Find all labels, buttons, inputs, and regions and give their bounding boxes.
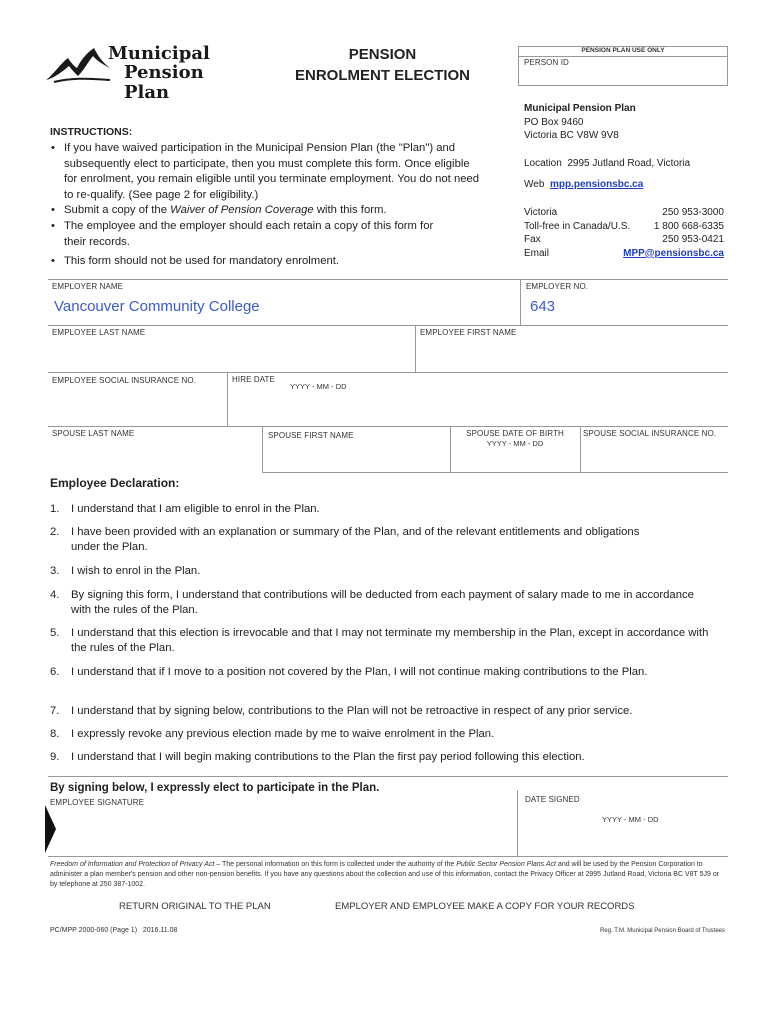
form-title-line2: ENROLMENT ELECTION <box>295 67 470 84</box>
office-use-heading: PENSION PLAN USE ONLY <box>581 47 665 54</box>
employee-last-name-label: EMPLOYEE LAST NAME <box>52 328 146 337</box>
plan-address <box>524 102 724 260</box>
employee-signature-label: EMPLOYEE SIGNATURE <box>50 798 145 807</box>
web-line: Web mpp.pensionsbc.ca <box>524 179 644 191</box>
trademark-note: Reg. T.M. Municipal Pension Board of Trustees <box>600 928 725 934</box>
spouse-last-name-input[interactable] <box>52 444 257 468</box>
logo <box>44 43 254 103</box>
city: Victoria BC V8W 9V8 <box>524 130 619 142</box>
spouse-dob-label: SPOUSE DATE OF BIRTH <box>466 429 564 438</box>
form-id: PC/MPP 2000-060 (Page 1) 2016.11.08 <box>50 927 178 934</box>
declaration-item: 8. I expressly revoke any previous election made by me to waive enrolment in the Plan. <box>50 728 495 740</box>
location-line: Location 2995 Jutland Road, Victoria <box>524 157 691 169</box>
logo-line1: Municipal <box>108 43 210 64</box>
instructions <box>50 126 480 270</box>
privacy-notice: Freedom of Information and Protection of Privacy Act – The personal information on this form is collected under the authority of the Public Sector Pension Plans Act and will be used by the Pension Corporation to administer a plan member's pension and other non-pension benefits. If you have any questions about the collection and use of this information, contact the Privacy Officer at 2995 Jutland Road, Victoria BC V8T 5J9 or by telephone at 250 387-1002. <box>50 861 720 888</box>
po-box: PO Box 9460 <box>524 116 584 128</box>
declaration-item: 4. By signing this form, I understand that contributions will be deducted from each payment of salary made to me in accordance with the rules of the Plan. <box>50 589 694 617</box>
employee-sin-label: EMPLOYEE SOCIAL INSURANCE NO. <box>52 376 196 385</box>
date-signed-format: YYYY - MM - DD <box>602 815 659 824</box>
instruction-item: • The employee and the employer should each retain a copy of this form for their records. <box>50 219 480 250</box>
spouse-dob-format: YYYY - MM - DD <box>486 439 544 448</box>
instructions-heading: INSTRUCTIONS: <box>50 126 133 138</box>
contact-victoria: Victoria 250 953-3000 <box>524 206 724 218</box>
return-original-text: RETURN ORIGINAL TO THE PLAN <box>119 901 271 912</box>
employer-no-value[interactable]: 643 <box>530 298 556 315</box>
declaration-item: 2. I have been provided with an explanation or summary of the Plan, and of the relevant entitlements and obligations under the Plan. <box>50 526 640 554</box>
employer-name-label: EMPLOYER NAME <box>52 282 124 291</box>
employee-sin-input[interactable] <box>52 390 222 420</box>
date-signed-input[interactable] <box>525 828 725 852</box>
contact-tollfree: Toll-free in Canada/U.S. 1 800 668-6335 <box>524 220 724 232</box>
plan-name: Municipal Pension Plan <box>524 103 636 114</box>
form-title-line1: PENSION <box>348 46 417 63</box>
logo-line2: Pension Plan <box>124 62 204 103</box>
declaration-item: 7. I understand that by signing below, contributions to the Plan will not be retroactive in respect of any prior service. <box>50 705 633 717</box>
employee-last-name-input[interactable] <box>52 342 410 368</box>
spouse-first-name-label: SPOUSE FIRST NAME <box>268 431 354 440</box>
spouse-dob-input[interactable] <box>455 450 575 470</box>
instruction-item: • This form should not be used for mandatory enrolment. <box>50 254 480 270</box>
hire-date-label: HIRE DATE <box>232 375 275 384</box>
spouse-sin-input[interactable] <box>585 444 725 468</box>
hire-date-format: YYYY - MM - DD <box>290 382 347 391</box>
spouse-sin-label: SPOUSE SOCIAL INSURANCE NO. <box>583 429 717 438</box>
contact-email: Email MPP@pensionsbc.ca <box>524 247 724 259</box>
declaration-item: 5. I understand that this election is irrevocable and that I may not terminate my membership in the Plan, except in accordance with the rules of the Plan. <box>50 627 709 655</box>
instruction-item: • Submit a copy of the Waiver of Pension Coverage with this form. <box>50 203 480 219</box>
employee-first-name-label: EMPLOYEE FIRST NAME <box>420 328 517 337</box>
spouse-last-name-label: SPOUSE LAST NAME <box>52 429 135 438</box>
declaration-item: 6. I understand that if I move to a position not covered by the Plan, I will not continue making contributions to the Plan. <box>50 666 648 678</box>
email-link[interactable]: MPP@pensionsbc.ca <box>623 247 724 259</box>
declaration-item: 3. I wish to enrol in the Plan. <box>50 565 201 577</box>
sign-here-arrow-icon <box>45 805 56 853</box>
declaration-item: 9. I understand that I will begin making contributions to the Plan the first pay period following this election. <box>50 751 585 763</box>
instruction-item: • If you have waived participation in the Municipal Pension Plan (the "Plan") and subsequently elect to participate, then you must complete this form. Once eligible for enrolment, you remain eligible until you terminate employment. You do not need to re-qualify. (See page 2 for eligibility.) <box>50 141 480 203</box>
web-link[interactable]: mpp.pensionsbc.ca <box>549 179 644 191</box>
contact-fax: Fax 250 953-0421 <box>524 234 724 246</box>
hire-date-input[interactable] <box>232 394 532 422</box>
person-id-input[interactable] <box>522 68 724 84</box>
mountain-logo-icon <box>44 44 114 84</box>
declaration-heading: Employee Declaration: <box>50 476 180 490</box>
employer-name-value[interactable]: Vancouver Community College <box>54 298 260 315</box>
spouse-first-name-input[interactable] <box>268 444 446 468</box>
date-signed-label: DATE SIGNED <box>525 795 580 804</box>
make-copy-text: EMPLOYER AND EMPLOYEE MAKE A COPY FOR YOUR RECORDS <box>335 901 635 912</box>
declaration-item: 1. I understand that I am eligible to enrol in the Plan. <box>50 503 320 515</box>
employee-first-name-input[interactable] <box>420 342 724 368</box>
employer-no-label: EMPLOYER NO. <box>526 282 589 291</box>
form-title <box>280 44 485 86</box>
person-id-label: PERSON ID <box>524 58 569 67</box>
employee-signature-input[interactable] <box>60 810 510 850</box>
signature-heading: By signing below, I expressly elect to participate in the Plan. <box>50 782 380 794</box>
